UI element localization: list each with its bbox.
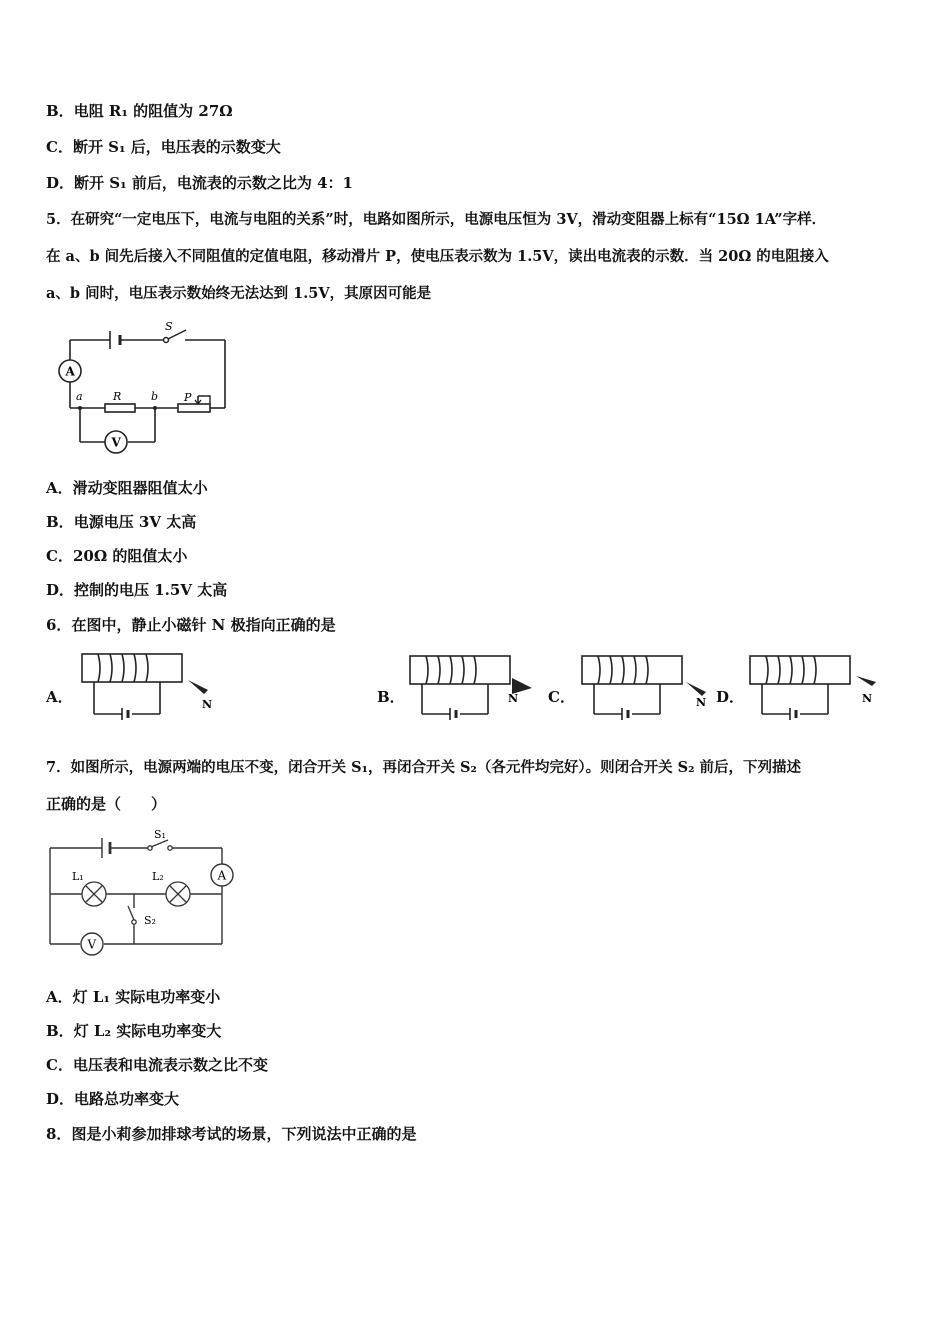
label-slider: P xyxy=(184,391,192,404)
option-label: D． xyxy=(46,1090,75,1108)
question-text: 正确的是（ ） xyxy=(46,795,167,813)
option-label: B． xyxy=(46,513,74,531)
rheostat xyxy=(178,404,210,412)
question-number: 6． xyxy=(46,616,72,634)
label-b: b xyxy=(151,390,159,403)
option-text: 电路总功率变大 xyxy=(74,1090,180,1108)
label-ammeter: A xyxy=(65,364,75,379)
label-ammeter: A xyxy=(217,868,227,883)
q7-option-a xyxy=(46,987,220,1007)
option-text: 灯 L₁ 实际电功率变小 xyxy=(72,988,221,1006)
question-number: 7． xyxy=(46,759,71,776)
lamp-l2 xyxy=(166,882,190,906)
option-label: C． xyxy=(46,547,73,565)
option-text: 断开 S₁ 前后，电流表的示数之比为 4：1 xyxy=(74,174,353,192)
resistor-r xyxy=(105,404,135,412)
option-label: B． xyxy=(46,102,74,120)
question-text: 在 a、b 间先后接入不同阻值的定值电阻，移动滑片 P，使电压表示数为 1.5V，读出电流表的示数．当 20Ω 的电阻接入 xyxy=(46,248,829,265)
question-text: 图是小莉参加排球考试的场景，下列说法中正确的是 xyxy=(71,1125,417,1143)
question-number: 8． xyxy=(46,1125,72,1143)
prev-option-b xyxy=(46,101,233,121)
q7-line-1 xyxy=(46,758,801,778)
option-text: 电源电压 3V 太高 xyxy=(73,513,197,531)
label-l1: L₁ xyxy=(72,870,84,883)
q5-line-3 xyxy=(46,284,431,304)
q6-option-d-solenoid xyxy=(748,652,888,722)
option-text: 灯 L₂ 实际电功率变大 xyxy=(73,1022,222,1040)
option-text: 电压表和电流表示数之比不变 xyxy=(72,1056,268,1074)
q7-option-c xyxy=(46,1055,268,1075)
question-text: a、b 间时，电压表示数始终无法达到 1.5V，其原因可能是 xyxy=(46,285,432,302)
label-s2: S₂ xyxy=(144,914,156,927)
q5-option-b xyxy=(46,512,196,532)
label-switch: S xyxy=(165,320,173,333)
question-number: 5． xyxy=(46,211,71,228)
q8-stem xyxy=(46,1124,416,1144)
prev-option-c xyxy=(46,137,281,157)
compass-needle-icon xyxy=(686,682,706,696)
option-text: 断开 S₁ 后，电压表的示数变大 xyxy=(72,138,281,156)
option-label: C． xyxy=(46,1056,73,1074)
option-text: 滑动变阻器阻值太小 xyxy=(72,479,208,497)
switch-s1 xyxy=(148,840,172,850)
option-text: 控制的电压 1.5V 太高 xyxy=(74,581,228,599)
question-text: 在研究“一定电压下，电流与电阻的关系”时，电路如图所示，电源电压恒为 3V，滑动变阻器上标有“15Ω 1A”字样． xyxy=(70,211,827,228)
q6-option-c-label: C． xyxy=(548,688,575,706)
q5-option-a xyxy=(46,478,208,498)
label-resistor: R xyxy=(113,390,122,403)
q5-line-1 xyxy=(46,210,826,230)
compass-needle-icon xyxy=(856,676,876,686)
option-text: 20Ω 的阻值太小 xyxy=(72,547,188,565)
question-text: 如图所示，电源两端的电压不变，闭合开关 S₁，再闭合开关 S₂（各元件均完好）。则闭合开关 S₂ 前后，下列描述 xyxy=(70,759,801,776)
option-label: D． xyxy=(46,581,75,599)
option-label: A． xyxy=(46,479,73,497)
q7-circuit-diagram xyxy=(44,826,244,956)
needle-pole-label: N xyxy=(862,692,873,705)
switch-s2 xyxy=(128,906,136,924)
prev-option-d xyxy=(46,173,353,193)
question-text: 在图中，静止小磁针 N 极指向正确的是 xyxy=(71,616,336,634)
option-label: D． xyxy=(46,174,75,192)
q6-option-d-label: D． xyxy=(716,688,745,706)
label-voltmeter: V xyxy=(111,435,121,450)
label-s1: S₁ xyxy=(154,828,166,841)
needle-pole-label: N xyxy=(202,698,213,711)
option-label: A． xyxy=(46,988,73,1006)
q7-option-d xyxy=(46,1089,179,1109)
label-a: a xyxy=(76,390,83,403)
q7-option-b xyxy=(46,1021,221,1041)
q7-line-2 xyxy=(46,794,166,814)
lamp-l1 xyxy=(82,882,106,906)
needle-pole-label: N xyxy=(508,692,519,705)
q6-option-b-solenoid xyxy=(408,652,548,722)
q6-option-b-label: B． xyxy=(377,688,405,706)
q6-option-c-solenoid xyxy=(580,652,715,722)
label-l2: L₂ xyxy=(152,870,164,883)
option-text: 电阻 R₁ 的阻值为 27Ω xyxy=(73,102,233,120)
q5-circuit-diagram xyxy=(50,320,240,460)
option-label: B． xyxy=(46,1022,74,1040)
q5-option-d xyxy=(46,580,227,600)
needle-pole-label: N xyxy=(696,696,707,709)
q6-option-a-solenoid xyxy=(80,650,220,722)
option-label: C． xyxy=(46,138,73,156)
q6-option-a-label: A． xyxy=(46,688,73,706)
label-voltmeter: V xyxy=(87,937,97,952)
q5-option-c xyxy=(46,546,187,566)
q6-stem xyxy=(46,615,336,635)
compass-needle-icon xyxy=(188,680,208,694)
q5-line-2 xyxy=(46,247,829,267)
